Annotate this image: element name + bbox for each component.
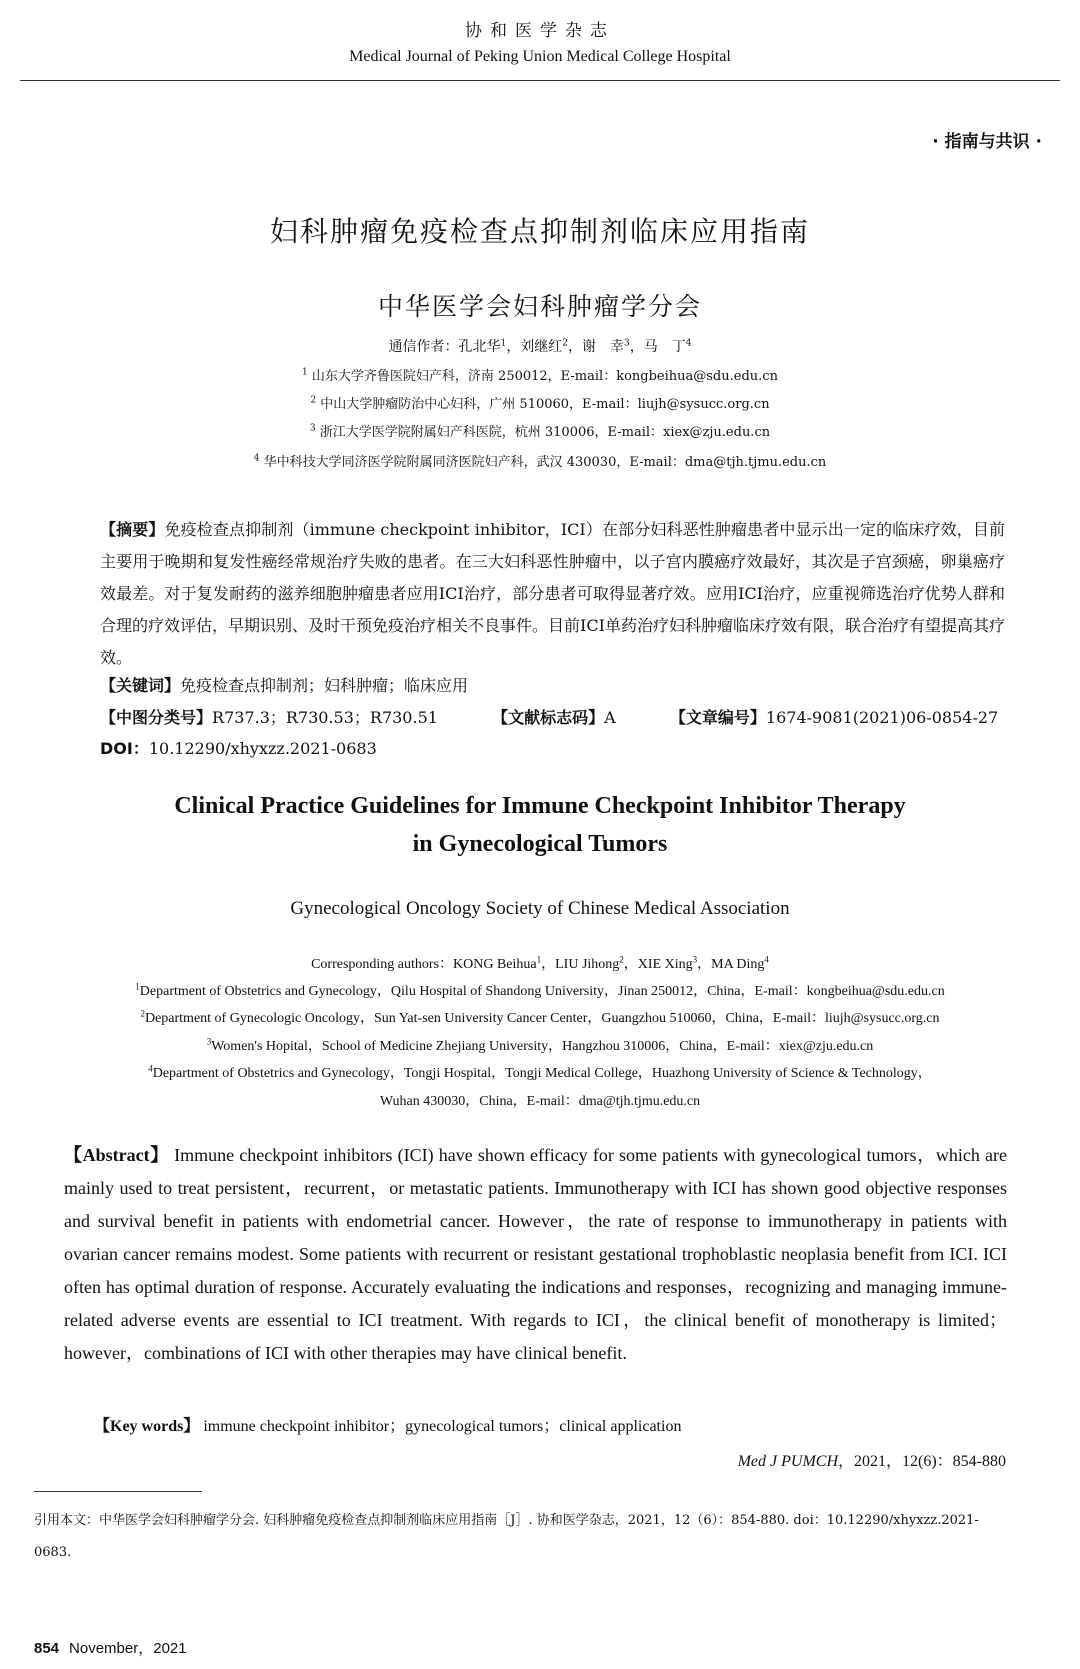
abstract-cn-label: 【摘要】 <box>100 520 165 539</box>
reference-citation: 引用本文：中华医学会妇科肿瘤学分会. 妇科肿瘤免疫检查点抑制剂临床应用指南［J］. 协和医学杂志，2021，12（6）：854-880. doi：10.12290/xhyxzz.2021-0683. <box>34 1513 979 1560</box>
author-cn: 谢 幸$^3$， <box>582 338 644 355</box>
journal-title-en: Medical Journal of Peking Union Medical College Hospital <box>349 48 731 65</box>
abstract-en <box>64 1139 1007 1370</box>
doi-line: DOI：10.12290/xhyxzz.2021-0683 <box>100 739 377 758</box>
affiliation-en: $^3$Women's Hopital，School of Medicine Zhejiang University，Hangzhou 310006，China，E-mail：xiex@zju.edu.cn <box>206 1036 874 1054</box>
author-en: MA Ding$^4$ <box>711 954 769 972</box>
classification-line: 【中图分类号】R737.3；R730.53；R730.51 【文献标志码】A 【文章编号】1674-9081(2021)06-0854-27 <box>100 708 999 727</box>
author-en: KONG Beihua$^1$， <box>453 954 556 972</box>
header-divider <box>20 80 1060 81</box>
footnote-divider <box>34 1491 202 1492</box>
page-number: 854 <box>34 1640 60 1657</box>
affiliation-cn: $^2$ 中山大学肿瘤防治中心妇科，广州 510060，E-mail：liujh@sysucc.org.cn <box>310 395 770 412</box>
affiliation-en: $^2$Department of Gynecologic Oncology，Sun Yat-sen University Cancer Center，Guangzhou 510060，China，E-mail：liujh@sysucc.org.cn <box>140 1008 940 1026</box>
corresponding-authors-cn: 通信作者：孔北华$^1$，刘继红$^2$，谢 幸$^3$，马 丁$^4$ <box>388 338 692 355</box>
abstract-en-label: 【Abstract】 <box>64 1145 169 1165</box>
abstract-cn <box>100 514 1005 674</box>
page-footer <box>34 1637 187 1658</box>
organization-en: Gynecological Oncology Society of Chinese Medical Association <box>290 898 790 919</box>
abstract-cn-text: 免疫检查点抑制剂（immune checkpoint inhibitor，ICI）在部分妇科恶性肿瘤患者中显示出一定的临床疗效，目前主要用于晚期和复发性癌经常规治疗失败的患者。在三大妇科恶性肿瘤中，以子宫内膜癌疗效最好，其次是子宫颈癌，卵巢癌疗效最差。对于复发耐药的滋养细胞肿瘤患者应用ICI治疗，部分患者可取得显著疗效。应用ICI治疗，应重视筛选治疗优势人群和合理的疗效评估，早期识别、及时干预免疫治疗相关不良事件。目前ICI单药治疗妇科肿瘤临床疗效有限，联合治疗有望提高其疗效。 <box>100 520 1005 667</box>
section-tag: · 指南与共识 · <box>932 132 1042 152</box>
affiliation-cn: $^3$ 浙江大学医学院附属妇产科医院，杭州 310006，E-mail：xiex@zju.edu.cn <box>309 423 771 440</box>
journal-citation-en: Med J PUMCH，2021，12(6)：854-880 <box>737 1453 1006 1470</box>
keywords-cn: 【关键词】免疫检查点抑制剂；妇科肿瘤；临床应用 <box>100 676 469 695</box>
organization-cn: 中华医学会妇科肿瘤学分会 <box>377 292 702 321</box>
issue-date: November，2021 <box>69 1640 187 1657</box>
title-cn: 妇科肿瘤免疫检查点抑制剂临床应用指南 <box>269 215 810 248</box>
affiliation-cn: $^4$ 华中科技大学同济医学院附属同济医院妇产科，武汉 430030，E-mail：dma@tjh.tjmu.edu.cn <box>253 453 827 470</box>
corresponding-authors-en: Corresponding authors：KONG Beihua$^1$，LIU Jihong$^2$，XIE Xing$^3$，MA Ding$^4$ <box>311 954 769 972</box>
journal-title-cn: 协和医学杂志 <box>465 21 615 41</box>
author-en: XIE Xing$^3$， <box>637 954 712 972</box>
title-en: Clinical Practice Guidelines for Immune Checkpoint Inhibitor Therapy in Gynecological Tumors <box>174 793 906 857</box>
author-cn: 孔北华$^1$， <box>458 338 521 355</box>
affiliation-cn: $^1$ 山东大学齐鲁医院妇产科，济南 250012，E-mail：kongbeihua@sdu.edu.cn <box>302 367 778 384</box>
author-cn: 马 丁$^4$ <box>643 338 692 355</box>
author-en: LIU Jihong$^2$， <box>555 954 638 972</box>
keywords-en: 【Key words】 immune checkpoint inhibitor；gynecological tumors；clinical application <box>94 1418 682 1435</box>
affiliation-en: $^4$Department of Obstetrics and Gynecology，Tongji Hospital，Tongji Medical College，Huazhong University of Science & Technology， <box>148 1063 932 1081</box>
abstract-en-text: Immune checkpoint inhibitors (ICI) have shown efficacy for some patients with gynecological tumors，which are mainly used to treat persistent，recurrent，or metastatic patients. Immunotherapy with ICI has shown good objective responses and survival benefit in patients with endometrial cancer. However，the rate of response to immunotherapy in patients with ovarian cancer remains modest. Some patients with recurrent or resistant gestational trophoblastic neoplasia benefit from ICI. ICI often has optimal duration of response. Accurately evaluating the indications and responses，recognizing and managing immune-related adverse events are essential to ICI treatment. With regards to ICI，the clinical benefit of monotherapy is limited；however，combinations of ICI with other therapies may have clinical benefit. <box>64 1145 1008 1363</box>
affiliation-en-continued: Wuhan 430030，China，E-mail：dma@tjh.tjmu.edu.cn <box>379 1094 701 1109</box>
affiliation-en: $^1$Department of Obstetrics and Gynecology，Qilu Hospital of Shandong University，Jinan 250012，China，E-mail：kongbeihua@sdu.edu.cn <box>135 981 945 999</box>
author-cn: 刘继红$^2$， <box>520 338 582 355</box>
